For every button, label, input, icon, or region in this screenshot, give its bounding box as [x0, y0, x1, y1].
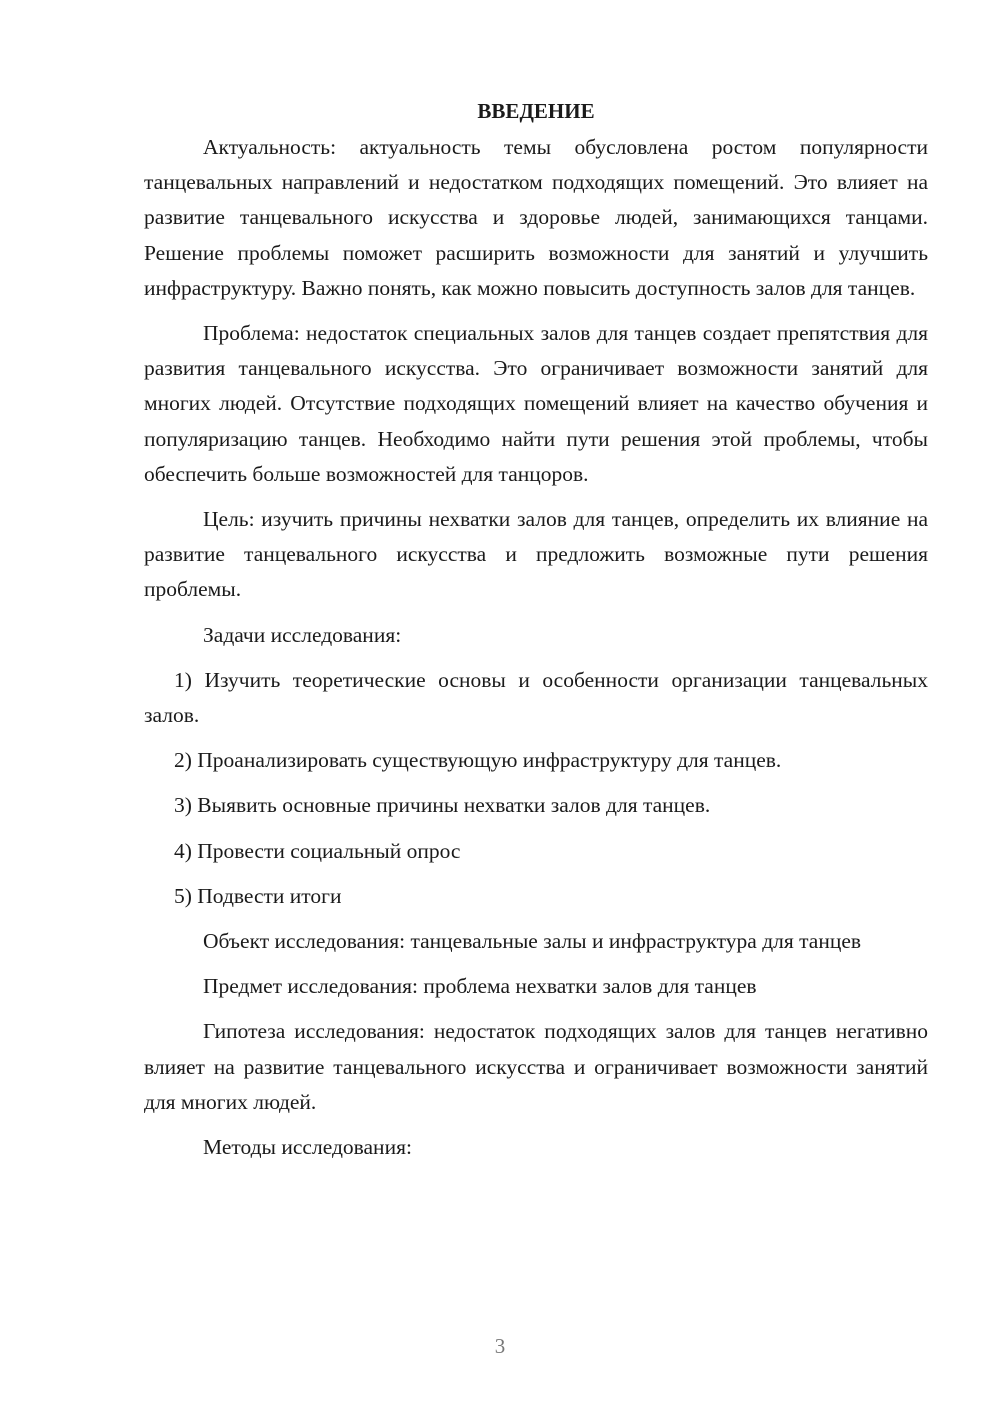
relevance-paragraph: Актуальность: актуальность темы обусловлена ростом популярности танцевальных направлений и недостатком подходящих помещений. Это влияет на развитие танцевального искусства и здоровье людей, занимающихся танцами. Решение проблемы поможет расширить возможности для занятий и улучшить инфраструктуру. Важно понять, как можно повысить доступность залов для танцев.	[144, 135, 928, 300]
object-paragraph: Объект исследования: танцевальные залы и инфраструктура для танцев	[203, 929, 862, 954]
task-item: 5) Подвести итоги	[174, 883, 342, 908]
task-item: 3) Выявить основные причины нехватки залов для танцев.	[174, 793, 711, 818]
tasks-list	[144, 663, 928, 914]
subject-paragraph: Предмет исследования: проблема нехватки залов для танцев	[203, 974, 757, 999]
problem-paragraph: Проблема: недостаток специальных залов для танцев создает препятствия для развития танцевального искусства. Это ограничивает возможности занятий для многих людей. Отсутствие подходящих помещений влияет на качество обучения и популяризацию танцев. Необходимо найти пути решения этой проблемы, чтобы обеспечить больше возможностей для танцоров.	[144, 321, 928, 486]
task-item: 1) Изучить теоретические основы и особенности организации танцевальных залов.	[144, 667, 928, 728]
section-title: ВВЕДЕНИЕ	[477, 99, 595, 123]
task-item: 2) Проанализировать существующую инфраструктуру для танцев.	[174, 748, 782, 773]
hypothesis-paragraph: Гипотеза исследования: недостаток подходящих залов для танцев негативно влияет на развитие танцевального искусства и ограничивает возможности занятий для многих людей.	[144, 1019, 928, 1114]
tasks-heading: Задачи исследования:	[203, 622, 402, 647]
goal-paragraph: Цель: изучить причины нехватки залов для танцев, определить их влияние на развитие танцевального искусства и предложить возможные пути решения проблемы.	[144, 507, 928, 602]
methods-heading: Методы исследования:	[203, 1135, 412, 1160]
task-item: 4) Провести социальный опрос	[174, 838, 461, 863]
document-page	[144, 96, 928, 1175]
page-number: 3	[494, 1334, 506, 1358]
